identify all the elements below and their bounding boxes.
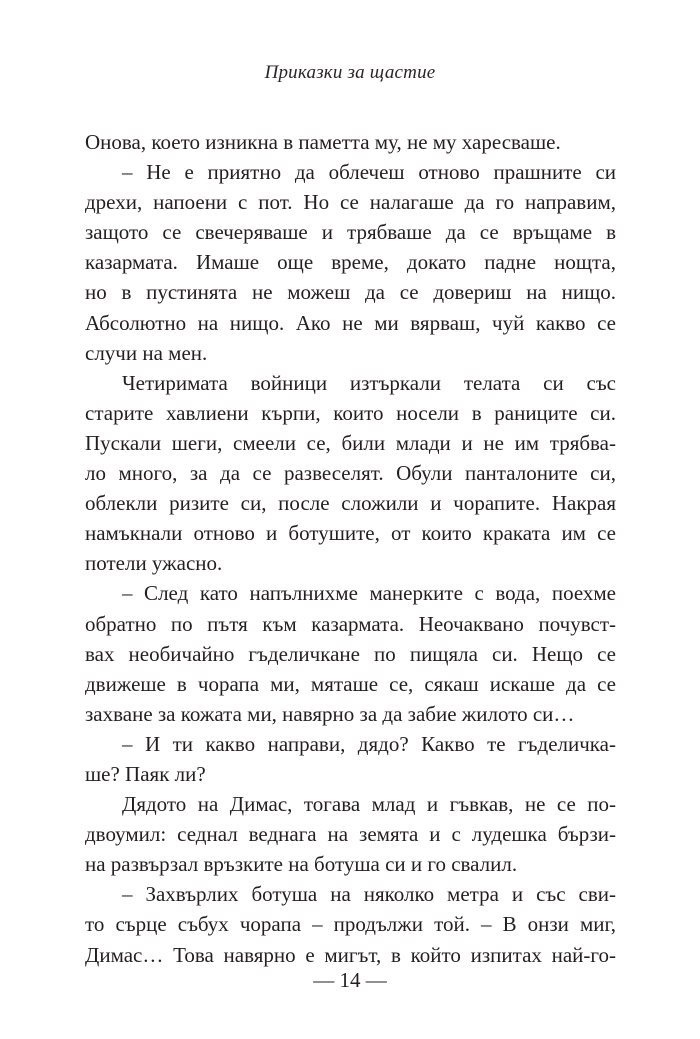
- text-line: потели ужасно.: [85, 551, 223, 576]
- text-line: – И ти какво направи, дядо? Какво те гъделичка-: [122, 731, 616, 756]
- text-line: Дядото на Димас, тогава млад и гъвкав, не се по-: [122, 792, 616, 817]
- text-line: – Не е приятно да облечеш отново прашните си: [122, 160, 616, 185]
- text-line: облекли ризите си, после сложили и чорапите. Накрая: [85, 491, 616, 516]
- page-number: — 14 —: [313, 968, 387, 992]
- text-line: дрехи, напоени с пот. Но се налагаше да го направим,: [85, 190, 616, 215]
- text-line: защото се свечеряваше и трябваше да се връщаме в: [85, 220, 616, 245]
- text-line: обратно по пътя към казармата. Неочаквано почувст-: [85, 611, 616, 636]
- text-line: намъкнали отново и ботушите, от които краката им се: [85, 521, 616, 546]
- text-line: Пускали шеги, смеели се, били млади и не им трябва-: [85, 430, 616, 455]
- body-text: [85, 127, 616, 970]
- text-line: казармата. Имаше още време, докато падне нощта,: [85, 250, 616, 275]
- text-line: Онова, което изникна в паметта му, не му харесваше.: [85, 130, 561, 154]
- text-line: старите хавлиени кърпи, които носели в раниците си.: [85, 400, 616, 425]
- text-line: – Захвърлих ботуша на няколко метра и със сви-: [122, 882, 616, 907]
- text-line: на развързал връзките на ботуша си и го свалил.: [85, 852, 518, 877]
- text-line: Абсолютно на нищо. Ако не ми вярваш, чуй какво се: [85, 310, 616, 335]
- text-line: захване за кожата ми, навярно за да забие жилото си…: [85, 701, 575, 726]
- text-line: ло много, за да се развеселят. Обули панталоните си,: [85, 461, 616, 486]
- text-line: то сърце събух чорапа – продължи той. – В онзи миг,: [85, 912, 616, 937]
- text-line: случи на мен.: [85, 340, 208, 365]
- text-line: Четиримата войници изтъркали телата си със: [122, 370, 616, 395]
- text-line: но в пустинята не можеш да се довериш на нищо.: [85, 280, 616, 305]
- running-head-title: Приказки за щастие: [264, 62, 436, 83]
- text-line: двоумил: седнал веднага на земята и с лудешка бързи-: [85, 822, 616, 847]
- text-line: движеше в чорапа ми, мяташе се, сякаш искаше да се: [85, 671, 616, 696]
- text-line: ше? Паяк ли?: [85, 761, 206, 786]
- text-line: вах необичайно гъделичкане по пищяла си. Нещо се: [85, 641, 616, 666]
- text-line: – След като напълнихме манерките с вода, поехме: [122, 581, 616, 606]
- text-line: Димас… Това навярно е мигът, в който изпитах най-го-: [85, 942, 616, 967]
